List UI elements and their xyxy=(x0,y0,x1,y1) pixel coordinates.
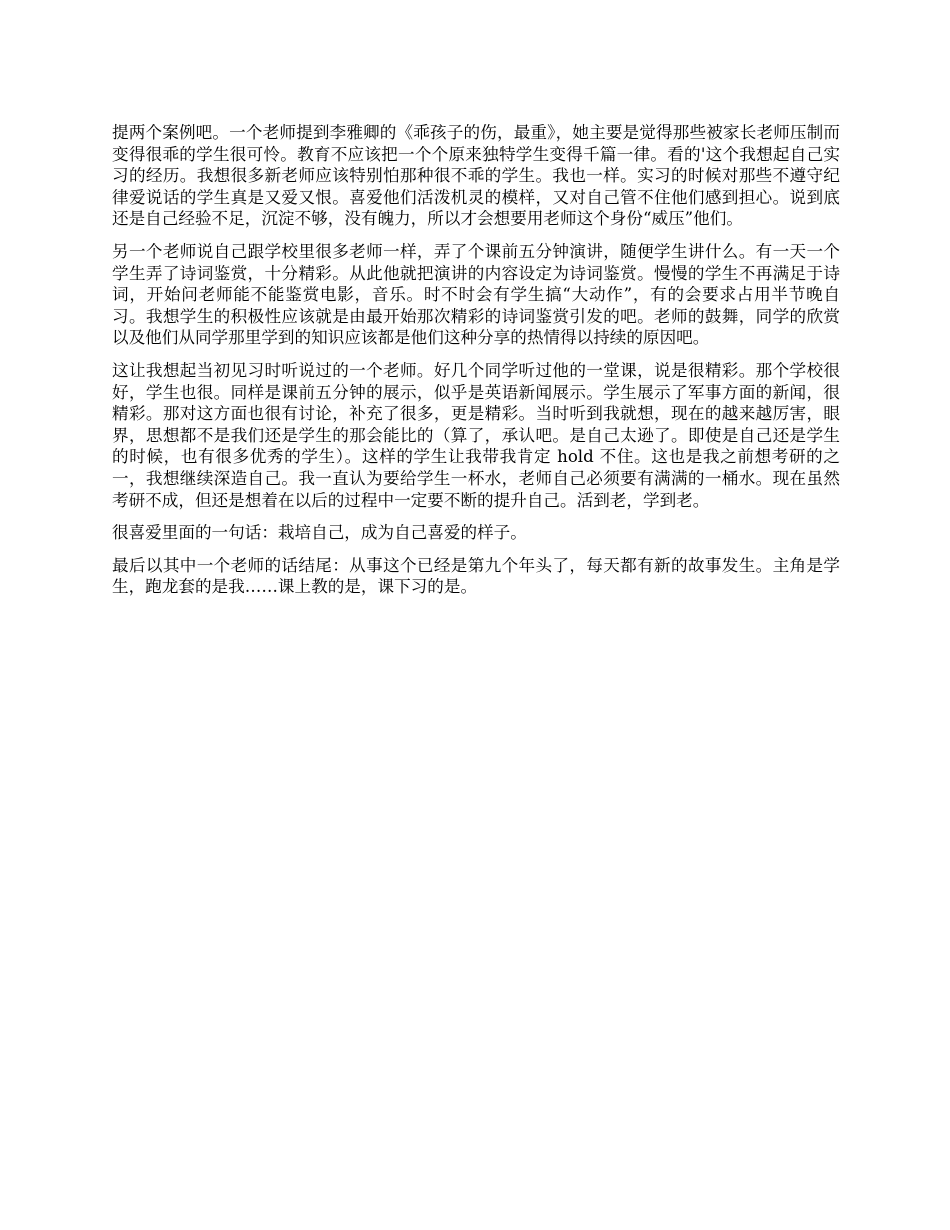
paragraph-5: 最后以其中一个老师的话结尾：从事这个已经是第九个年头了，每天都有新的故事发生。主角是学生，跑龙套的是我……课上教的是，课下习的是。 xyxy=(112,555,840,597)
paragraph-2: 另一个老师说自己跟学校里很多老师一样，弄了个课前五分钟演讲，随便学生讲什么。有一天一个学生弄了诗词鉴赏，十分精彩。从此他就把演讲的内容设定为诗词鉴赏。慢慢的学生不再满足于诗词，开始问老师能不能鉴赏电影，音乐。时不时会有学生搞“大动作”，有的会要求占用半节晚自习。我想学生的积极性应该就是由最开始那次精彩的诗词鉴赏引发的吧。老师的鼓舞，同学的欣赏以及他们从同学那里学到的知识应该都是他们这种分享的热情得以持续的原因吧。 xyxy=(112,241,840,348)
paragraph-1: 提两个案例吧。一个老师提到李雅卿的《乖孩子的伤，最重》，她主要是觉得那些被家长老师压制而变得很乖的学生很可怜。教育不应该把一个个原来独特学生变得千篇一律。看的'这个我想起自己实习的经历。我想很多新老师应该特别怕那种很不乖的学生。我也一样。实习的时候对那些不遵守纪律爱说话的学生真是又爱又恨。喜爱他们活泼机灵的模样，又对自己管不住他们感到担心。说到底还是自己经验不足，沉淀不够，没有魄力，所以才会想要用老师这个身份“威压”他们。 xyxy=(112,123,840,229)
document-body xyxy=(112,122,840,609)
paragraph-3: 这让我想起当初见习时听说过的一个老师。好几个同学听过他的一堂课，说是很精彩。那个学校很好，学生也很。同样是课前五分钟的展示，似乎是英语新闻展示。学生展示了军事方面的新闻，很精彩。那对这方面也很有讨论，补充了很多，更是精彩。当时听到我就想，现在的越来越厉害，眼界，思想都不是我们还是学生的那会能比的（算了，承认吧。是自己太逊了。即使是自己还是学生的时候，也有很多优秀的学生）。这样的学生让我带我肯定 hold 不住。这也是我之前想考研的之一，我想继续深造自己。我一直认为要给学生一杯水，老师自己必须要有满满的一桶水。现在虽然考研不成，但还是想着在以后的过程中一定要不断的提升自己。活到老，学到老。 xyxy=(112,360,840,510)
paragraph-4: 很喜爱里面的一句话：栽培自己，成为自己喜爱的样子。 xyxy=(112,523,527,543)
